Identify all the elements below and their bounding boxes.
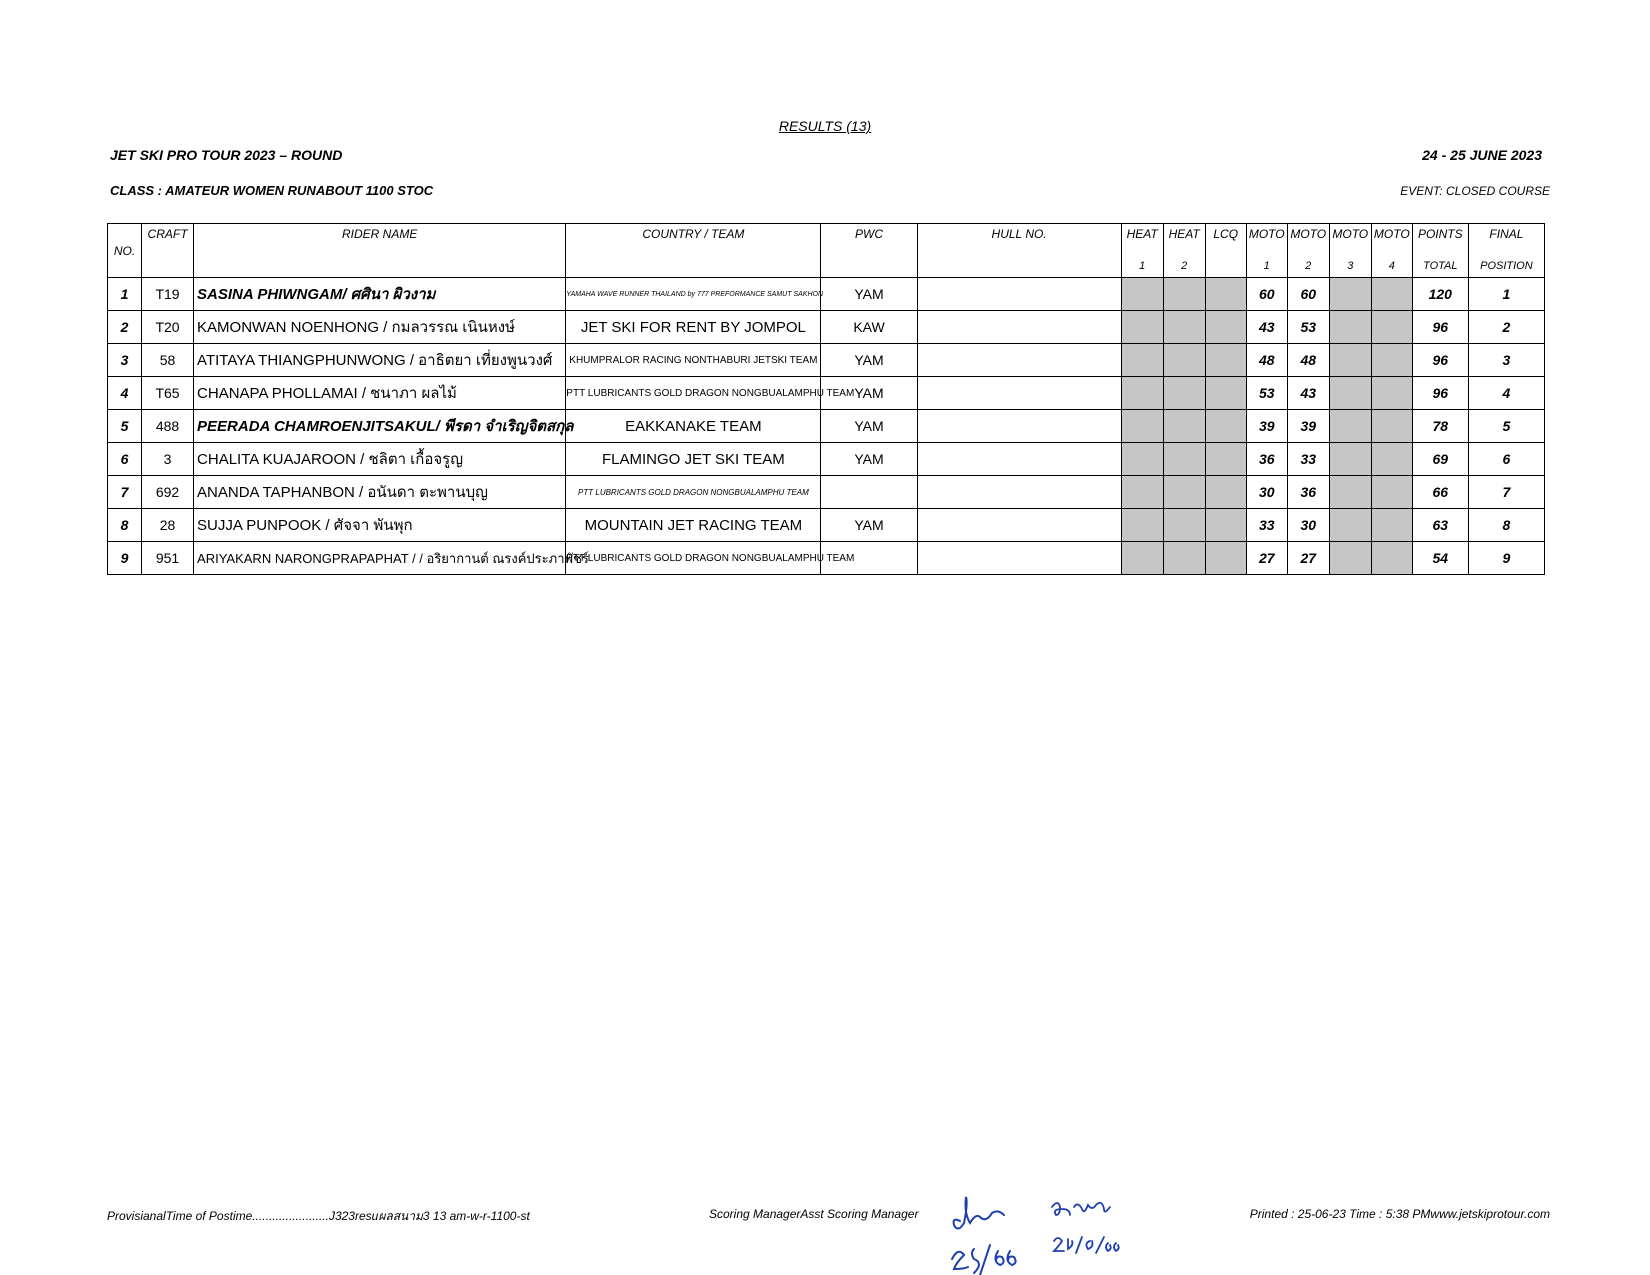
table-row <box>108 410 1545 443</box>
event-type: EVENT: CLOSED COURSE <box>1400 184 1550 198</box>
row-hull-no <box>917 542 1121 575</box>
row-moto-4 <box>1371 542 1412 575</box>
row-no: 4 <box>108 377 142 410</box>
row-team: MOUNTAIN JET RACING TEAM <box>566 509 821 542</box>
footer-printed: Printed : 25-06-23 Time : 5:38 PMwww.jetskiprotour.com <box>1249 1207 1550 1221</box>
footer-scoring-manager: Scoring ManagerAsst Scoring Manager <box>709 1207 919 1221</box>
row-moto-2: 39 <box>1287 410 1329 443</box>
signature-manager <box>952 1197 1016 1275</box>
row-moto-3 <box>1329 377 1371 410</box>
col-heat-1: HEAT 1 <box>1121 224 1163 278</box>
col-moto-3: MOTO 3 <box>1329 224 1371 278</box>
row-moto-4 <box>1371 311 1412 344</box>
table-header-row <box>108 224 1545 278</box>
row-points-total: 78 <box>1412 410 1468 443</box>
table-row <box>108 278 1545 311</box>
row-moto-3 <box>1329 278 1371 311</box>
row-heat-1 <box>1121 443 1163 476</box>
row-moto-1: 30 <box>1246 476 1287 509</box>
table-row <box>108 443 1545 476</box>
row-hull-no <box>917 410 1121 443</box>
row-final-position: 1 <box>1468 278 1544 311</box>
row-points-total: 66 <box>1412 476 1468 509</box>
row-hull-no <box>917 278 1121 311</box>
row-pwc: YAM <box>821 410 917 443</box>
row-heat-2 <box>1163 443 1205 476</box>
row-final-position: 9 <box>1468 542 1544 575</box>
row-moto-3 <box>1329 509 1371 542</box>
row-rider-name: CHANAPA PHOLLAMAI / ชนาภา ผลไม้ <box>194 377 566 410</box>
row-moto-3 <box>1329 344 1371 377</box>
table-row <box>108 377 1545 410</box>
col-moto-2: MOTO 2 <box>1287 224 1329 278</box>
row-points-total: 69 <box>1412 443 1468 476</box>
results-title: RESULTS (13) <box>778 118 872 134</box>
row-no: 2 <box>108 311 142 344</box>
row-pwc: YAM <box>821 344 917 377</box>
row-moto-4 <box>1371 377 1412 410</box>
row-points-total: 96 <box>1412 311 1468 344</box>
row-hull-no <box>917 344 1121 377</box>
row-points-total: 54 <box>1412 542 1468 575</box>
row-moto-3 <box>1329 410 1371 443</box>
row-final-position: 2 <box>1468 311 1544 344</box>
row-lcq <box>1205 377 1246 410</box>
row-moto-3 <box>1329 542 1371 575</box>
row-moto-4 <box>1371 410 1412 443</box>
row-pwc <box>821 476 917 509</box>
row-moto-3 <box>1329 443 1371 476</box>
col-points-total: POINTS TOTAL <box>1412 224 1468 278</box>
row-heat-2 <box>1163 410 1205 443</box>
row-moto-2: 36 <box>1287 476 1329 509</box>
col-craft: CRAFT <box>142 224 194 278</box>
row-hull-no <box>917 443 1121 476</box>
table-row <box>108 311 1545 344</box>
row-heat-1 <box>1121 410 1163 443</box>
col-team: COUNTRY / TEAM <box>566 224 821 278</box>
row-rider-name: CHALITA KUAJAROON / ชลิตา เกื้อจรูญ <box>194 443 566 476</box>
col-hull: HULL NO. <box>917 224 1121 278</box>
footer-provisional: ProvisianalTime of Postime.......................J323resuผลสนาม3 13 am-w-r-1100-st <box>107 1209 530 1223</box>
row-team: YAMAHA WAVE RUNNER THAILAND by 777 PREFORMANCE SAMUT SAKHON <box>566 278 821 311</box>
row-heat-2 <box>1163 509 1205 542</box>
col-heat-2: HEAT 2 <box>1163 224 1205 278</box>
row-heat-2 <box>1163 344 1205 377</box>
row-no: 6 <box>108 443 142 476</box>
table-row <box>108 542 1545 575</box>
row-final-position: 3 <box>1468 344 1544 377</box>
row-heat-1 <box>1121 344 1163 377</box>
row-moto-3 <box>1329 476 1371 509</box>
row-moto-4 <box>1371 278 1412 311</box>
row-moto-1: 60 <box>1246 278 1287 311</box>
row-hull-no <box>917 311 1121 344</box>
row-craft: 692 <box>142 476 194 509</box>
row-team: JET SKI FOR RENT BY JOMPOL <box>566 311 821 344</box>
col-lcq: LCQ <box>1205 224 1246 278</box>
row-points-total: 120 <box>1412 278 1468 311</box>
row-no: 8 <box>108 509 142 542</box>
row-lcq <box>1205 344 1246 377</box>
row-rider-name: ATITAYA THIANGPHUNWONG / อาธิตยา เที่ยงพูนวงศ์ <box>194 344 566 377</box>
row-pwc: KAW <box>821 311 917 344</box>
row-pwc: YAM <box>821 278 917 311</box>
handwritten-signatures <box>944 1185 1144 1275</box>
table-row <box>108 476 1545 509</box>
row-heat-2 <box>1163 542 1205 575</box>
row-lcq <box>1205 278 1246 311</box>
row-heat-1 <box>1121 278 1163 311</box>
signature-asst-manager <box>1052 1203 1119 1253</box>
row-moto-1: 53 <box>1246 377 1287 410</box>
row-final-position: 8 <box>1468 509 1544 542</box>
row-pwc: YAM <box>821 509 917 542</box>
row-final-position: 7 <box>1468 476 1544 509</box>
row-rider-name: PEERADA CHAMROENJITSAKUL/ พีรดา จำเริญจิตสกุล <box>194 410 566 443</box>
row-craft: T20 <box>142 311 194 344</box>
row-moto-1: 27 <box>1246 542 1287 575</box>
row-moto-4 <box>1371 344 1412 377</box>
col-moto-1: MOTO 1 <box>1246 224 1287 278</box>
row-craft: 28 <box>142 509 194 542</box>
row-craft: 488 <box>142 410 194 443</box>
row-craft: 951 <box>142 542 194 575</box>
row-craft: 58 <box>142 344 194 377</box>
row-moto-3 <box>1329 311 1371 344</box>
row-lcq <box>1205 410 1246 443</box>
col-moto-4: MOTO 4 <box>1371 224 1412 278</box>
row-moto-4 <box>1371 443 1412 476</box>
table-row <box>108 509 1545 542</box>
row-moto-2: 48 <box>1287 344 1329 377</box>
row-heat-1 <box>1121 311 1163 344</box>
row-rider-name: SASINA PHIWNGAM/ ศศินา ผิวงาม <box>194 278 566 311</box>
row-moto-4 <box>1371 509 1412 542</box>
row-team: FLAMINGO JET SKI TEAM <box>566 443 821 476</box>
row-craft: T65 <box>142 377 194 410</box>
row-craft: 3 <box>142 443 194 476</box>
row-moto-1: 48 <box>1246 344 1287 377</box>
row-moto-2: 33 <box>1287 443 1329 476</box>
row-moto-4 <box>1371 476 1412 509</box>
row-rider-name: SUJJA PUNPOOK / ศัจจา พันพุก <box>194 509 566 542</box>
row-heat-1 <box>1121 542 1163 575</box>
row-moto-1: 33 <box>1246 509 1287 542</box>
row-no: 1 <box>108 278 142 311</box>
row-moto-2: 27 <box>1287 542 1329 575</box>
row-lcq <box>1205 311 1246 344</box>
row-moto-1: 43 <box>1246 311 1287 344</box>
row-no: 7 <box>108 476 142 509</box>
row-hull-no <box>917 476 1121 509</box>
row-heat-2 <box>1163 311 1205 344</box>
row-no: 5 <box>108 410 142 443</box>
row-team: KHUMPRALOR RACING NONTHABURI JETSKI TEAM <box>566 344 821 377</box>
row-rider-name: ARIYAKARN NARONGPRAPAPHAT / / อริยากานต์ ณรงค์ประภาพัชร์ <box>194 542 566 575</box>
row-final-position: 4 <box>1468 377 1544 410</box>
col-pwc: PWC <box>821 224 917 278</box>
row-lcq <box>1205 476 1246 509</box>
row-team: PTT LUBRICANTS GOLD DRAGON NONGBUALAMPHU TEAM <box>566 377 821 410</box>
row-moto-1: 39 <box>1246 410 1287 443</box>
row-points-total: 63 <box>1412 509 1468 542</box>
row-pwc: YAM <box>821 377 917 410</box>
row-final-position: 5 <box>1468 410 1544 443</box>
row-final-position: 6 <box>1468 443 1544 476</box>
row-heat-2 <box>1163 476 1205 509</box>
row-no: 3 <box>108 344 142 377</box>
row-team: EAKKANAKE TEAM <box>566 410 821 443</box>
class-name: CLASS : AMATEUR WOMEN RUNABOUT 1100 STOC <box>110 183 434 198</box>
row-team: PTT LUBRICANTS GOLD DRAGON NONGBUALAMPHU TEAM <box>566 476 821 509</box>
row-moto-2: 30 <box>1287 509 1329 542</box>
row-moto-2: 53 <box>1287 311 1329 344</box>
row-moto-1: 36 <box>1246 443 1287 476</box>
row-heat-1 <box>1121 476 1163 509</box>
row-craft: T19 <box>142 278 194 311</box>
row-team: PTT LUBRICANTS GOLD DRAGON NONGBUALAMPHU TEAM <box>566 542 821 575</box>
row-lcq <box>1205 542 1246 575</box>
results-table <box>107 223 1545 575</box>
row-points-total: 96 <box>1412 344 1468 377</box>
row-moto-2: 60 <box>1287 278 1329 311</box>
row-heat-1 <box>1121 377 1163 410</box>
col-final-position: FINAL POSITION <box>1468 224 1544 278</box>
table-row <box>108 344 1545 377</box>
row-points-total: 96 <box>1412 377 1468 410</box>
row-heat-2 <box>1163 377 1205 410</box>
event-date: 24 - 25 JUNE 2023 <box>1422 147 1542 163</box>
row-rider-name: ANANDA TAPHANBON / อนันดา ตะพานบุญ <box>194 476 566 509</box>
row-heat-2 <box>1163 278 1205 311</box>
row-no: 9 <box>108 542 142 575</box>
row-heat-1 <box>1121 509 1163 542</box>
row-hull-no <box>917 377 1121 410</box>
col-rider: RIDER NAME <box>194 224 566 278</box>
row-lcq <box>1205 443 1246 476</box>
row-pwc: YAM <box>821 443 917 476</box>
row-rider-name: KAMONWAN NOENHONG / กมลวรรณ เนินหงษ์ <box>194 311 566 344</box>
row-hull-no <box>917 509 1121 542</box>
row-moto-2: 43 <box>1287 377 1329 410</box>
col-no: NO. <box>108 224 142 278</box>
row-lcq <box>1205 509 1246 542</box>
event-name: JET SKI PRO TOUR 2023 – ROUND <box>110 147 343 163</box>
